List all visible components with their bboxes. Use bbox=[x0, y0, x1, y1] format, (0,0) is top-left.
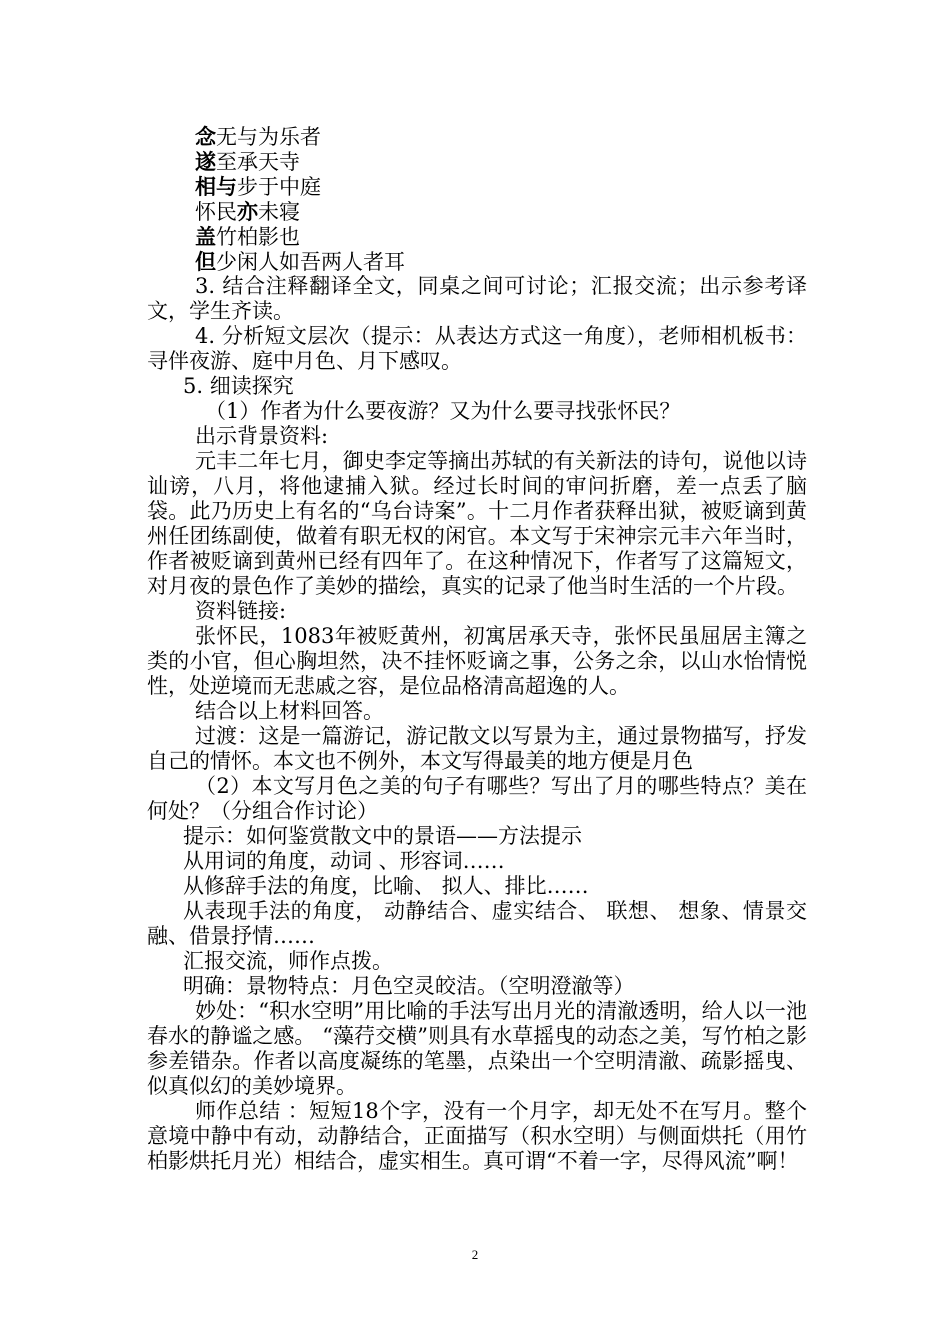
link-title: 资料链接: bbox=[195, 599, 287, 623]
step-4-paragraph: 4. 分析短文层次（提示：从表达方式这一角度），老师相机板书：寻伴夜游、庭中月色、月下感叹。 bbox=[147, 324, 807, 373]
hint-title: 提示：如何鉴赏散文中的景语——方法提示 bbox=[183, 824, 582, 848]
keyword-line bbox=[147, 199, 807, 224]
keyword-rest: 无与为乐者 bbox=[216, 125, 321, 149]
clarify-line: 明确：景物特点：月色空灵皎洁。（空明澄澈等） bbox=[183, 974, 635, 998]
page-number: 2 bbox=[471, 1247, 479, 1262]
keyword-bold: 相与 bbox=[195, 174, 237, 199]
question-1: （1）作者为什么要夜游？又为什么要寻找张怀民？ bbox=[205, 399, 681, 423]
transition-paragraph: 过渡：这是一篇游记，游记散文以写景为主，通过景物描写，抒发自己的情怀。本文也不例外，本文写得最美的地方便是月色 bbox=[147, 724, 807, 773]
hint-item: 从修辞手法的角度，比喻、 拟人、排比…… bbox=[183, 874, 589, 898]
keyword-line bbox=[147, 124, 807, 149]
hint-item: 从表现手法的角度， 动静结合、虚实结合、 联想、 想象、情景交融、借景抒情…… bbox=[147, 899, 807, 948]
keyword-rest: 至承天寺 bbox=[216, 150, 300, 174]
document-body bbox=[147, 124, 807, 1174]
report-line: 汇报交流，师作点拨。 bbox=[183, 949, 393, 973]
keyword-line bbox=[147, 149, 807, 174]
background-text: 元丰二年七月，御史李定等摘出苏轼的有关新法的诗句，说他以诗讪谤，八月，将他逮捕入狱。经过长时间的审问折磨，差一点丢了脑袋。此乃历史上有名的“乌台诗案”。十二月作者获释出狱，被贬谪到黄州任团练副使，做着有职无权的闲官。本文写于宋神宗元丰六年当时，作者被贬谪到黄州已经有四年了。在这种情况下，作者写了这篇短文，对月夜的景色作了美妙的描绘，真实的记录了他当时生活的一个片段。 bbox=[147, 449, 807, 598]
summary-paragraph: 师作总结 ：短短18个字，没有一个月字，却无处不在写月。整个意境中静中有动，动静结合，正面描写（积水空明）与侧面烘托（用竹柏影烘托月光）相结合，虚实相生。真可谓“不着一字，尽得风流”啊！ bbox=[147, 1099, 807, 1173]
keyword-bold: 盖 bbox=[195, 224, 216, 249]
keyword-rest: 未寝 bbox=[258, 200, 300, 224]
keyword-rest: 步于中庭 bbox=[237, 175, 321, 199]
keyword-pre: 怀民 bbox=[195, 200, 237, 224]
step-5-heading: 5. 细读探究 bbox=[183, 374, 294, 398]
keyword-bold: 但 bbox=[195, 249, 216, 274]
background-title: 出示背景资料: bbox=[195, 424, 329, 448]
keyword-rest: 少闲人如吾两人者耳 bbox=[216, 250, 405, 274]
step-3-paragraph: 3. 结合注释翻译全文，同桌之间可讨论；汇报交流；出示参考译文，学生齐读。 bbox=[147, 274, 807, 323]
keyword-rest: 竹柏影也 bbox=[216, 225, 300, 249]
answer-prompt: 结合以上材料回答。 bbox=[195, 699, 384, 723]
hint-item: 从用词的角度，动词 、形容词…… bbox=[183, 849, 505, 873]
link-text: 张怀民，1083年被贬黄州，初寓居承天寺，张怀民虽屈居主簿之类的小官，但心胸坦然，决不挂怀贬谪之事，公务之余，以山水怡情悦性，处逆境而无悲戚之容，是位品格清高超逸的人。 bbox=[147, 624, 807, 698]
keyword-line bbox=[147, 174, 807, 199]
keyword-bold: 亦 bbox=[237, 199, 258, 224]
keyword-line bbox=[147, 249, 807, 274]
keyword-line bbox=[147, 224, 807, 249]
question-2: （2）本文写月色之美的句子有哪些？写出了月的哪些特点？美在何处？（分组合作讨论） bbox=[147, 774, 807, 823]
keyword-bold: 念 bbox=[195, 124, 216, 149]
beauty-paragraph: 妙处：“积水空明”用比喻的手法写出月光的清澈透明，给人以一池春水的静谧之感。 “藻荇交横”则具有水草摇曳的动态之美，写竹柏之影参差错杂。作者以高度凝练的笔墨，点染出一个空明清澈、疏影摇曳、似真似幻的美妙境界。 bbox=[147, 999, 807, 1098]
keyword-bold: 遂 bbox=[195, 149, 216, 174]
